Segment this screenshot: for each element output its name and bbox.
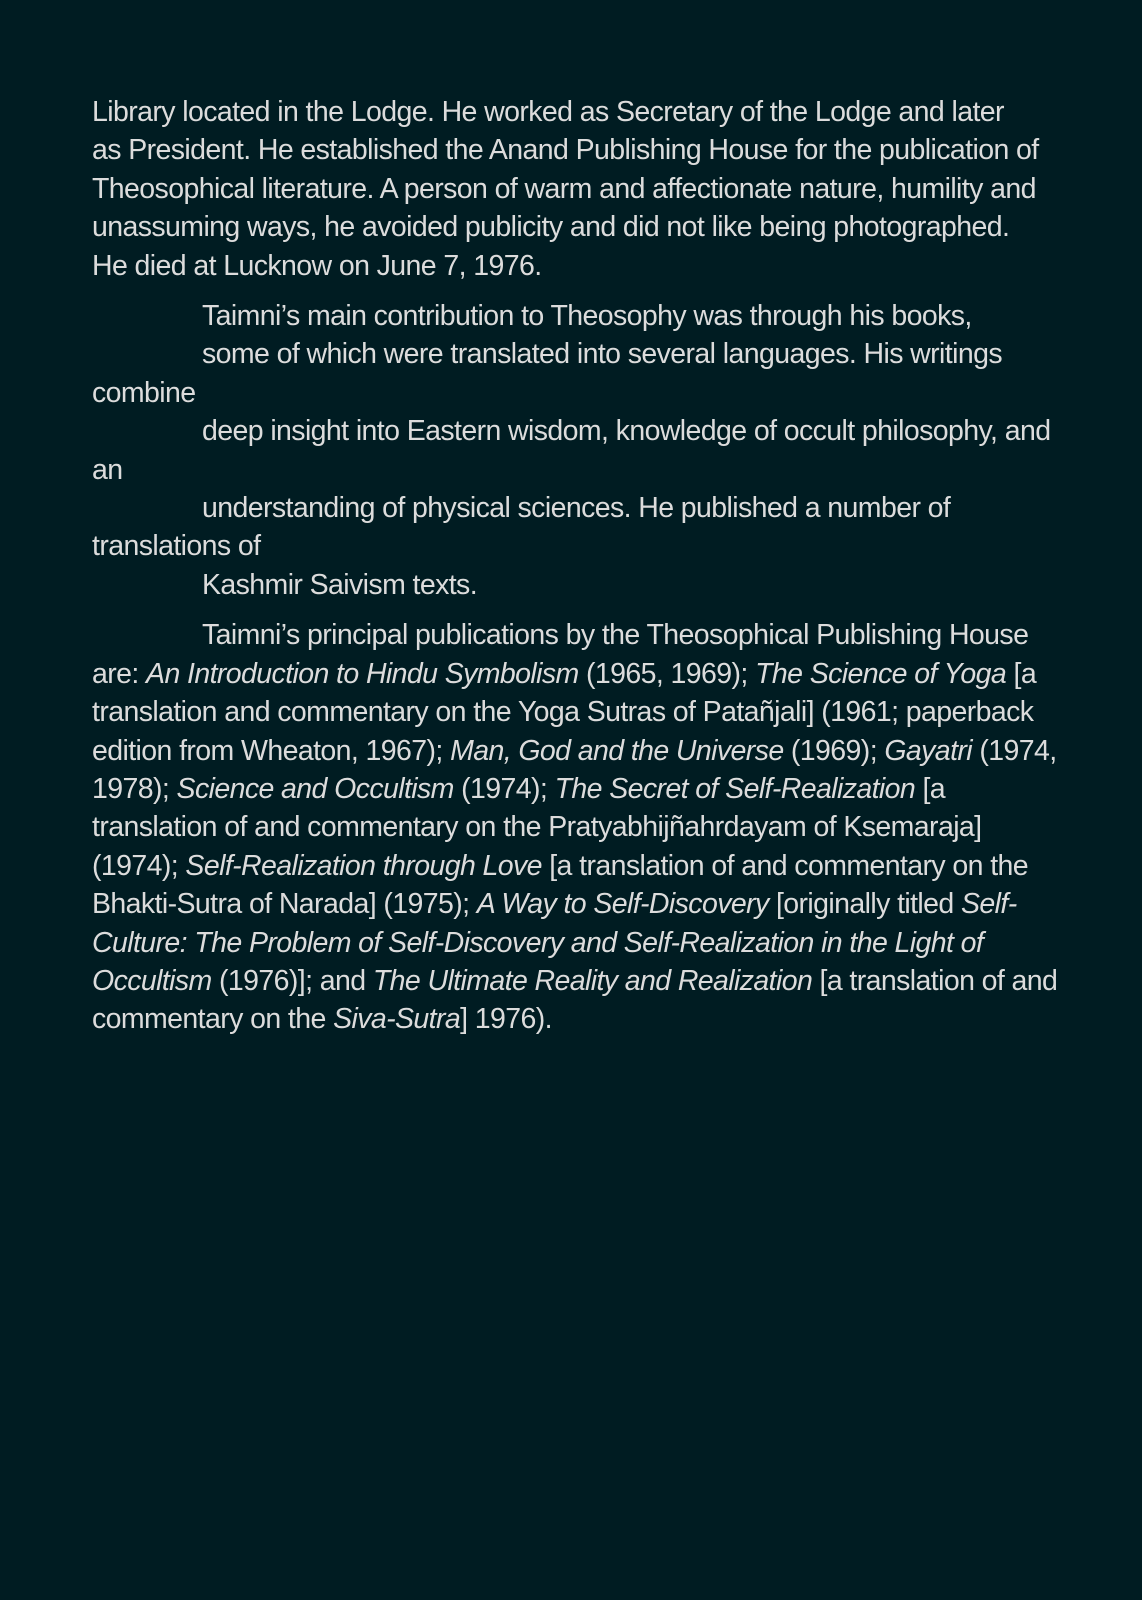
text-segment: [originally titled [768, 888, 961, 921]
text-line: some of which were translated into several languages. His writings combine [92, 338, 1002, 409]
book-title: Gayatri [884, 734, 973, 767]
paragraph-contribution [92, 297, 1060, 604]
book-title: The Secret of Self-Realization [554, 772, 916, 805]
paragraph-biography-end [92, 93, 1060, 285]
text-segment: [a translation and commentary on the Yoga Sutras of Patañjali] (1961; paperback edition from Wheaton, 1967); [92, 657, 1037, 767]
text-segment: (1965, 1969); [578, 657, 756, 690]
body-text [92, 93, 1060, 1051]
text-line: Kashmir Saivism texts. [202, 568, 478, 601]
book-title: Self-Culture: The Problem of Self-Discovery and Self-Realization in the Light of Occultism [92, 888, 1017, 997]
text-line: Taimni’s main contribution to Theosophy was through his books, [202, 300, 972, 333]
book-title: Man, God and the Universe [450, 734, 784, 767]
text-segment: (1974); [453, 772, 555, 805]
book-title: Science and Occultism [176, 772, 454, 805]
text-segment: Taimni’s principal publications by the Theosophical Publishing House are: [92, 619, 1029, 690]
text-line: Theosophical literature. A person of warm and affectionate nature, humility and [92, 172, 1036, 205]
book-title: A Way to Self-Discovery [476, 888, 769, 921]
text-segment: [a translation of and commentary on the Bhakti-Sutra of Narada] (1975); [92, 849, 1029, 921]
text-segment: [a translation of and commentary on the Pratyabhijñahrdayam of Ksemaraja] (1974); [92, 772, 982, 882]
book-title: Siva-Sutra [333, 1003, 461, 1036]
text-line: Library located in the Lodge. He worked as Secretary of the Lodge and later [92, 96, 1004, 128]
text-line: unassuming ways, he avoided publicity and did not like being photographed. [92, 211, 1010, 244]
text-line: deep insight into Eastern wisdom, knowledge of occult philosophy, and an [92, 415, 1051, 486]
text-segment: (1974, 1978); [92, 734, 1057, 805]
book-title: Self-Realization through Love [185, 849, 542, 882]
book-title: The Ultimate Reality and Realization [372, 964, 813, 997]
book-title: An Introduction to Hindu Symbolism [146, 657, 579, 690]
text-segment: (1976)]; and [211, 964, 373, 997]
text-segment: ] 1976). [460, 1003, 552, 1036]
text-segment: (1969); [783, 734, 885, 767]
text-segment: [a translation of and commentary on the [92, 964, 1058, 1036]
text-line: as President. He established the Anand Publishing House for the publication of [92, 134, 1039, 167]
text-line: He died at Lucknow on June 7, 1976. [92, 249, 542, 282]
paragraph-publications [92, 616, 1060, 1038]
book-title: The Science of Yoga [755, 657, 1007, 690]
text-line: understanding of physical sciences. He published a number of translations of [92, 492, 951, 563]
